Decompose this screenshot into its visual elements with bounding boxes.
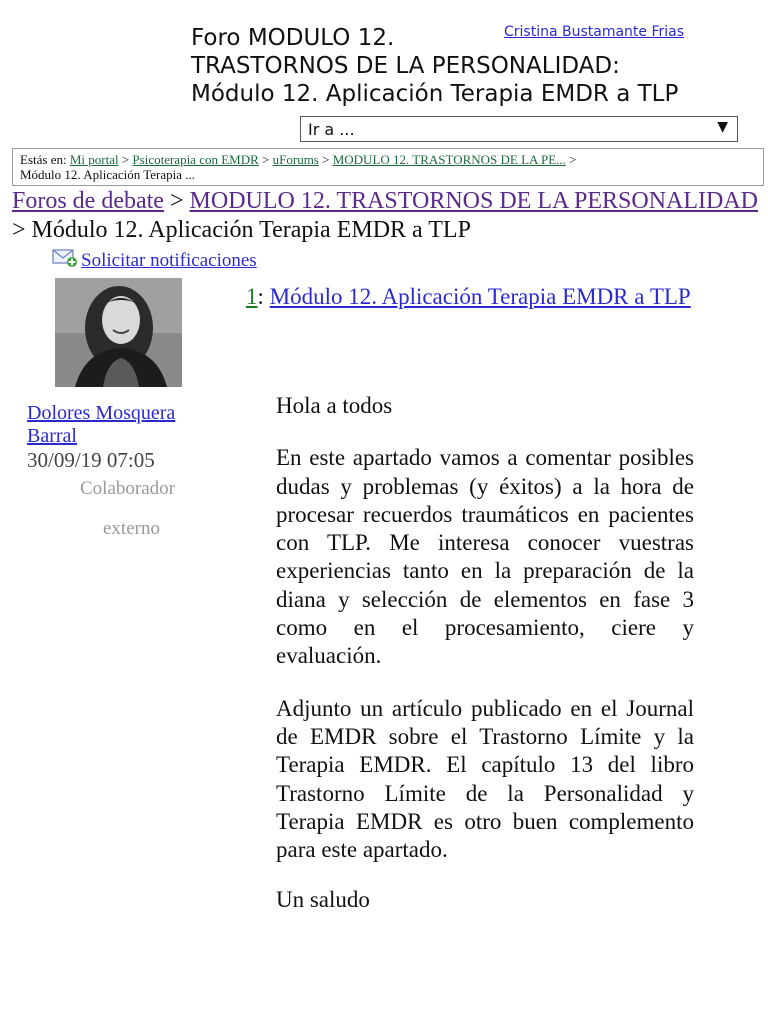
title-line-1: Foro MODULO 12. [191, 25, 395, 51]
breadcrumb-course[interactable]: Psicoterapia con EMDR [132, 152, 259, 167]
post-title-link[interactable]: Módulo 12. Aplicación Terapia EMDR a TLP [269, 284, 691, 309]
user-profile-link[interactable]: Cristina Bustamante Frias [504, 24, 685, 40]
trail-separator: > [12, 217, 26, 243]
request-notifications-label: Solicitar notificaciones [81, 250, 257, 271]
trail-module-link[interactable]: MODULO 12. TRASTORNOS DE LA PERSONALIDAD [189, 188, 759, 214]
post-number-suffix: : [257, 284, 264, 309]
trail-current: Módulo 12. Aplicación Terapia EMDR a TLP [31, 217, 471, 243]
request-notifications-link[interactable] [52, 248, 257, 272]
breadcrumb-uforums[interactable]: uForums [272, 152, 319, 167]
breadcrumb-my-portal[interactable]: Mi portal [69, 152, 119, 167]
breadcrumb-prefix: Estás en: [20, 152, 67, 167]
post-paragraph: Adjunto un artículo publicado en el Journal de EMDR sobre el Trastorno Límite y la Terapia EMDR. El capítulo 13 del libro Trastorno Límite de la Personalidad y Terapia EMDR es otro buen complemento para este apartado. [276, 695, 694, 863]
author-link[interactable]: Dolores Mosquera Barral [27, 402, 176, 447]
breadcrumb-current: Módulo 12. Aplicación Terapia ... [20, 167, 196, 182]
goto-select[interactable] [300, 116, 738, 142]
post-body [276, 392, 694, 915]
title-line-3: Módulo 12. Aplicación Terapia EMDR a TLP [191, 81, 679, 107]
post-number-link[interactable]: 1 [246, 284, 258, 309]
title-line-2: TRASTORNOS DE LA PERSONALIDAD: [191, 53, 620, 79]
avatar [55, 278, 182, 387]
breadcrumb [12, 148, 764, 186]
forum-trail [12, 187, 764, 245]
post-paragraph: Un saludo [276, 887, 370, 913]
envelope-add-icon [52, 248, 78, 274]
breadcrumb-separator: > [121, 152, 130, 167]
goto-select-value: Ir a ... [308, 120, 355, 139]
author-role-continued: externo [103, 518, 160, 539]
author-role: Colaborador [80, 478, 175, 499]
breadcrumb-separator: > [322, 152, 330, 167]
post-heading [230, 283, 730, 311]
post-paragraph: Hola a todos [276, 393, 393, 418]
trail-separator: > [169, 188, 184, 214]
breadcrumb-forum[interactable]: MODULO 12. TRASTORNOS DE LA PE... [332, 152, 566, 167]
post-paragraph: En este apartado vamos a comentar posibles dudas y problemas (y éxitos) a la hora de procesar recuerdos traumáticos en pacientes con TLP. Me interesa conocer vuestras experiencias tanto en la preparación de la diana y selección de elementos en fase 3 como en el procesamiento, ciere y evaluación. [276, 445, 694, 669]
post-date: 30/09/19 07:05 [27, 448, 155, 472]
trail-forums-link[interactable]: Foros de debate [12, 188, 164, 214]
breadcrumb-separator: > [569, 152, 577, 167]
triangle-down-icon: ▼ [717, 119, 728, 135]
breadcrumb-separator: > [262, 152, 270, 167]
